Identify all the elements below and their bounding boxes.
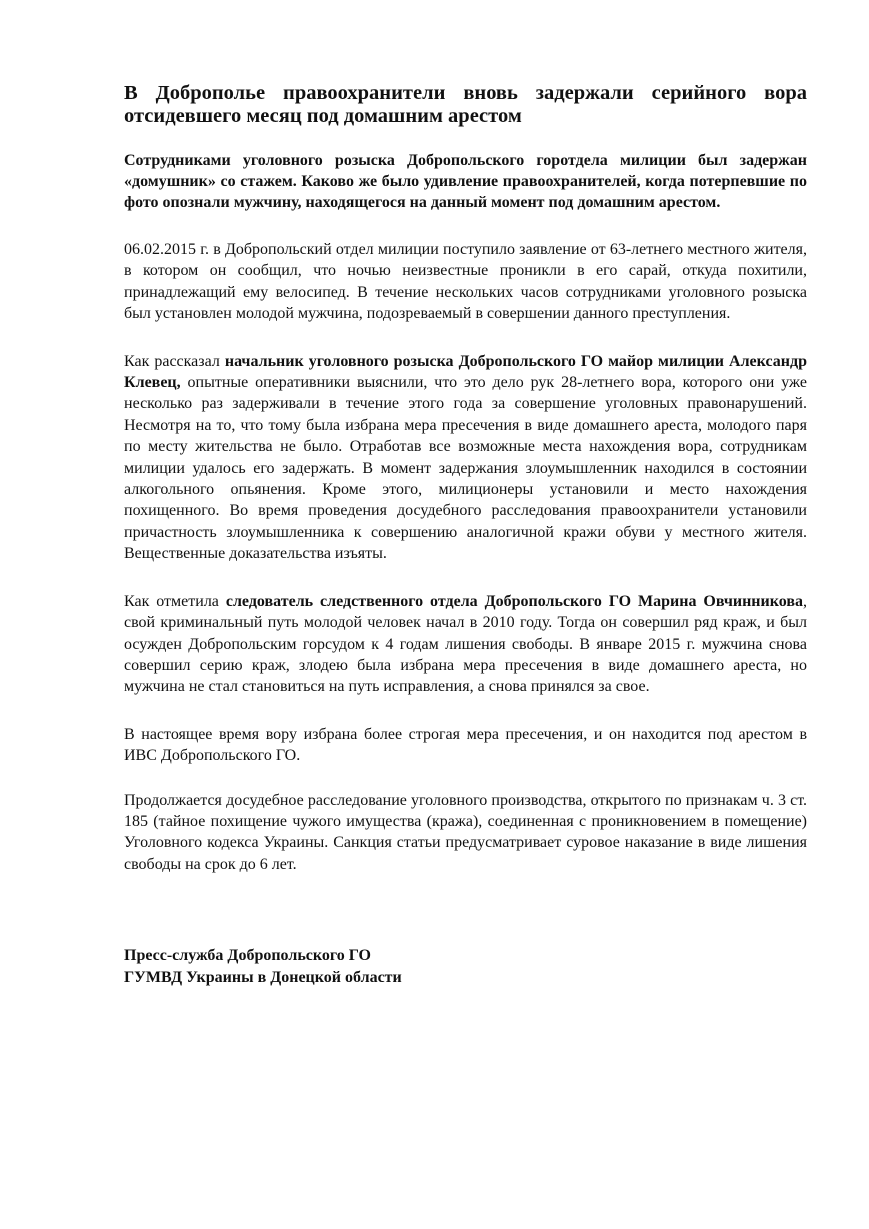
article-lead: Сотрудниками уголовного розыска Добропольского горотдела милиции был задержан «домушник» со стажем. Каково же было удивление правоохранителей, когда потерпевшие по фото опознали мужчину, находящегося на данный момент под домашним арестом. (124, 152, 807, 211)
document-body (124, 82, 807, 875)
paragraph-current-status: В настоящее время вору избрана более строгая мера пресечения, и он находится под арестом в ИВС Добропольского ГО. (124, 725, 807, 765)
signature-line-1: Пресс-служба Добропольского ГО (124, 947, 371, 964)
paragraph-history-official: следователь следственного отдела Добропольского ГО Марина Овчинникова (225, 592, 803, 610)
paragraph-incident: 06.02.2015 г. в Добропольский отдел милиции поступило заявление от 63-летнего местного жителя, в котором он сообщил, что ночью неизвестные проникли в его сарай, откуда похитили, принадлежащий ему велосипед. В течение нескольких часов сотрудниками уголовного розыска был установлен молодой мужчина, подозреваемый в совершении данного преступления. (124, 241, 807, 323)
paragraph-investigation (124, 351, 807, 565)
press-service-signature (124, 945, 402, 989)
paragraph-history-intro: Как отметила (124, 592, 226, 610)
paragraph-history-text: , свой криминальный путь молодой человек начал в 2010 году. Тогда он совершил ряд краж, и был осужден Добропольским горсудом к 4 годам лишения свободы. В январе 2015 г. мужчина снова совершил серию краж, злодею была избрана мера пресечения в виде домашнего ареста, но мужчина не стал становиться на путь исправления, а снова принялся за свое. (124, 592, 807, 696)
paragraph-legal: Продолжается досудебное расследование уголовного производства, открытого по признакам ч. 3 ст. 185 (тайное похищение чужого имущества (кража), соединенная с проникновением в помещение) Уголовного кодекса Украины. Санкция статьи предусматривает суровое наказание в виде лишения свободы на срок до 6 лет. (124, 791, 807, 873)
paragraph-investigation-intro: Как рассказал (124, 352, 225, 370)
article-title: В Доброполье правоохранители вновь задержали серийного вора отсидевшего месяц под домашним арестом (124, 82, 807, 127)
paragraph-history (124, 591, 807, 698)
paragraph-investigation-text: опытные оперативники выяснили, что это дело рук 28-летнего вора, которого они уже несколько раз задерживали в течение этого года за совершение уголовных правонарушений. Несмотря на то, что тому была избрана мера пресечения в виде домашнего ареста, молодого паря по месту жительства не было. Отработав все возможные места нахождения вора, сотрудникам милиции удалось его задержать. В момент задержания злоумышленник находился в состоянии алкогольного опьянения. Кроме этого, милиционеры установили и место нахождения похищенного. Во время проведения досудебного расследования правоохранители установили причастность злоумышленника к совершению аналогичной кражи обуви у местного жителя. Вещественные доказательства изъяты. (124, 374, 807, 563)
signature-line-2: ГУМВД Украины в Донецкой области (124, 969, 402, 986)
paragraph-investigation-official: начальник уголовного розыска Добропольского ГО майор милиции Александр Клевец, (124, 352, 807, 392)
